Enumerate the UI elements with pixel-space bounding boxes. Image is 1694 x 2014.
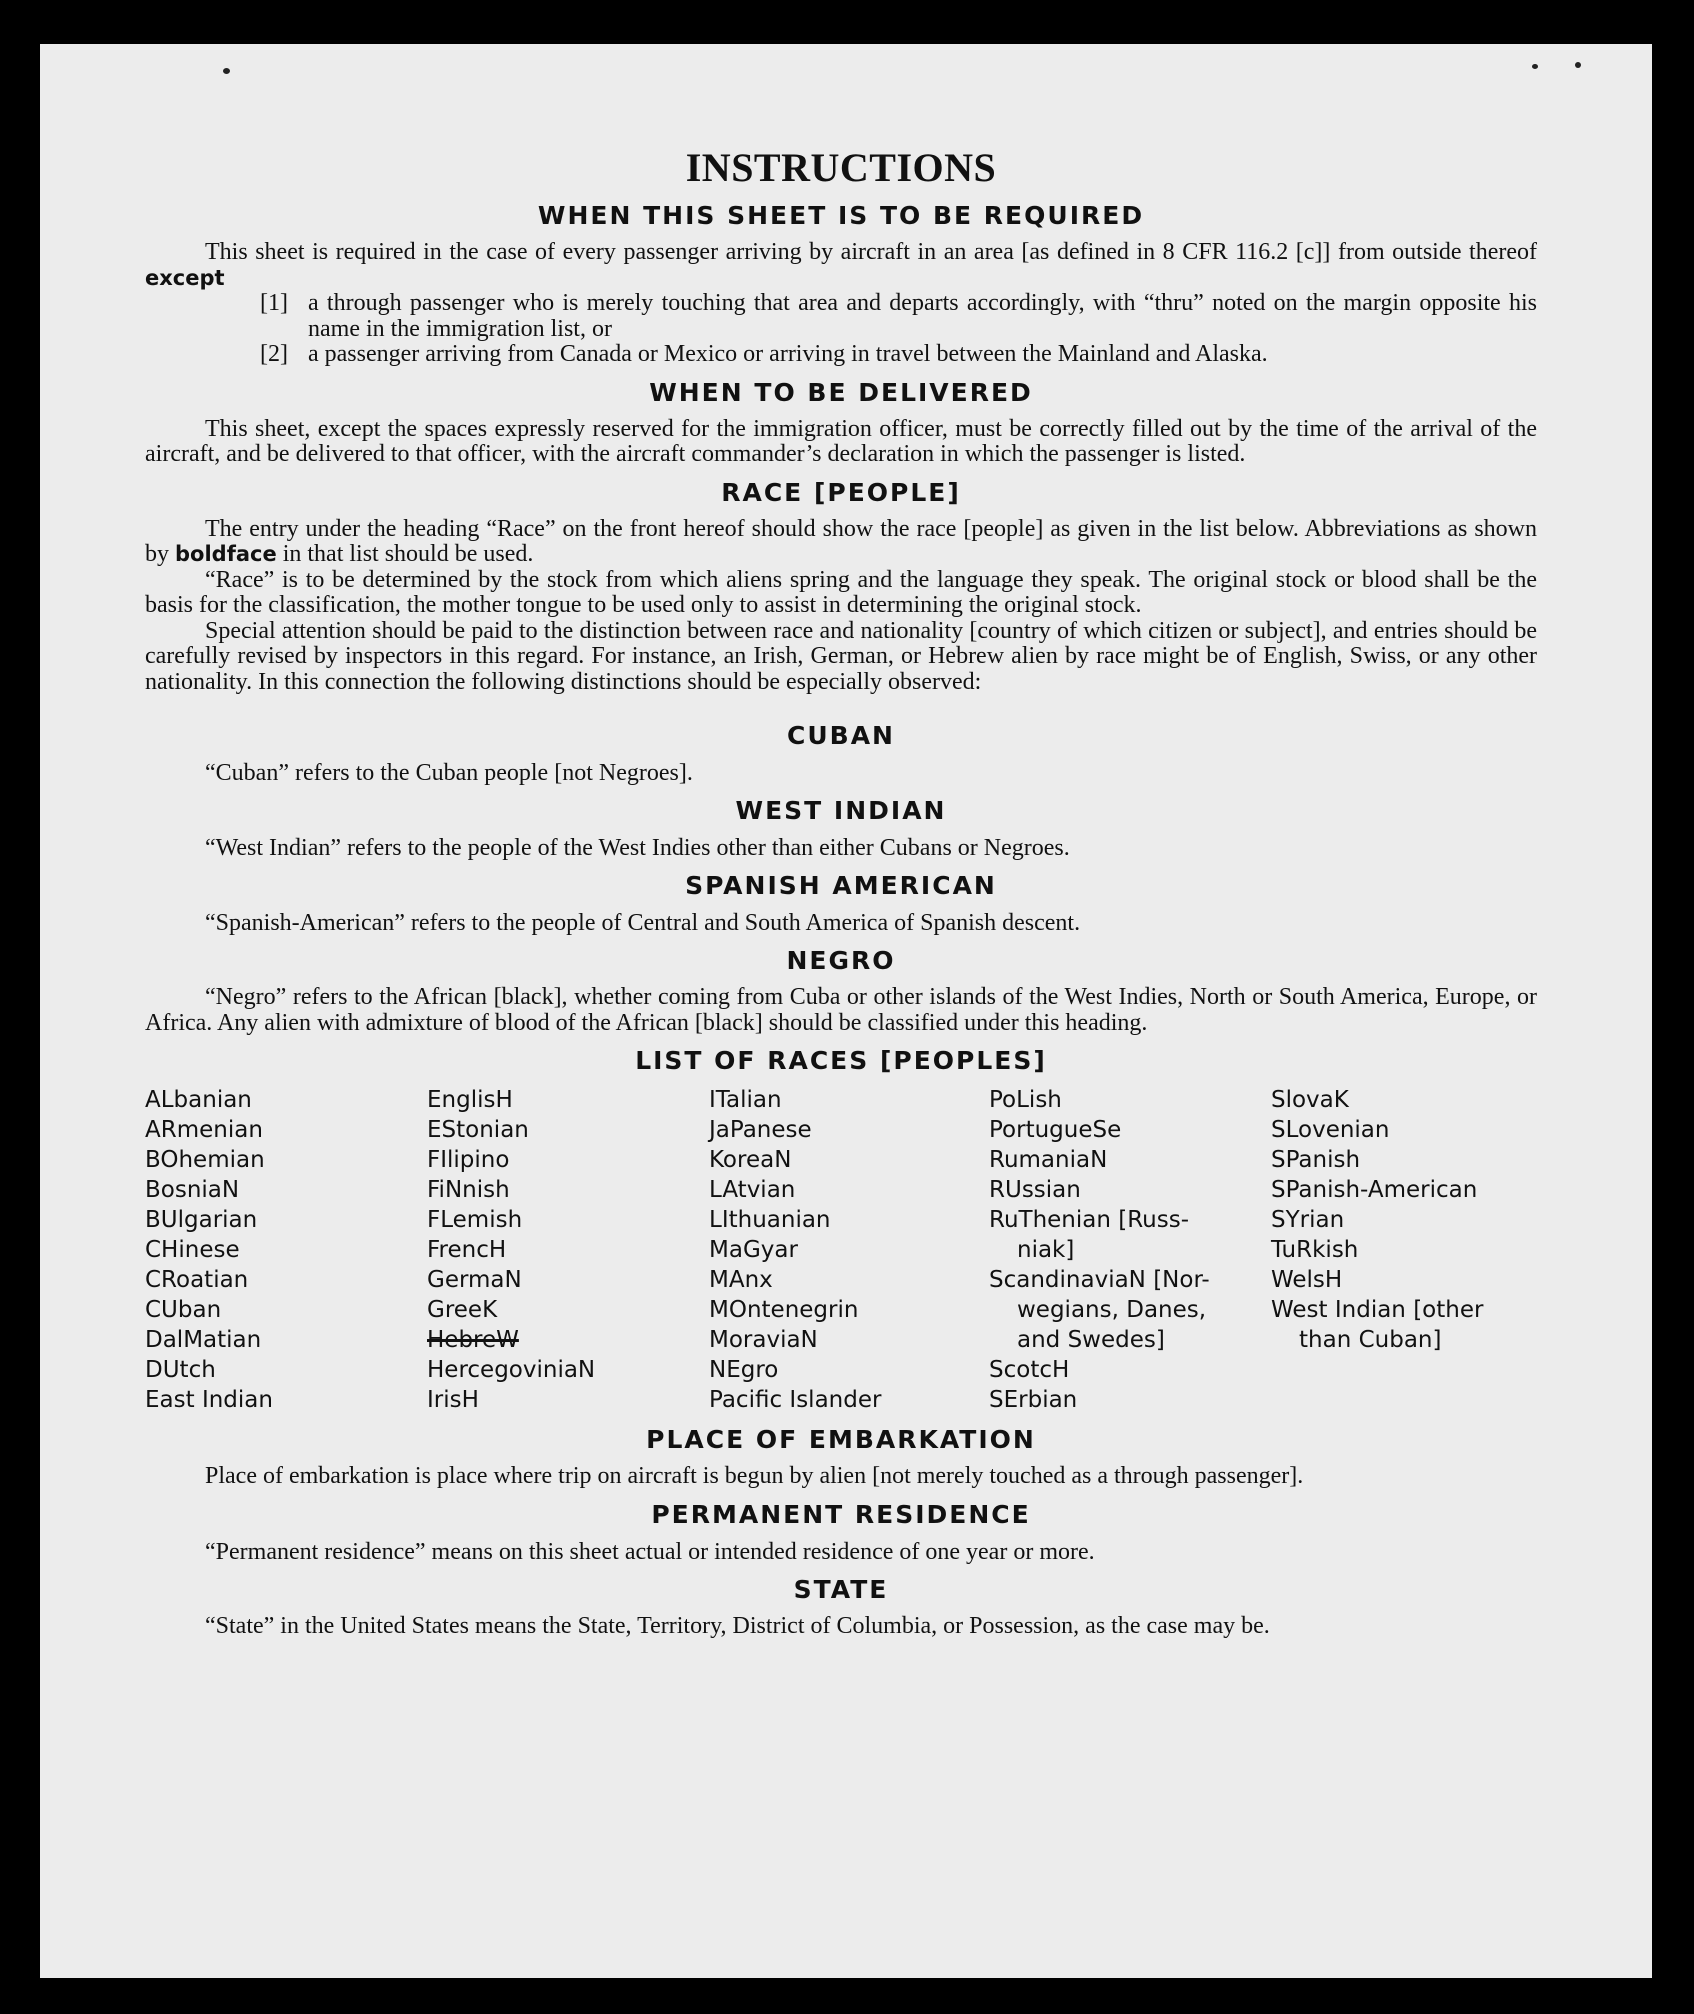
race-entry: MaGyar	[709, 1237, 798, 1263]
embarkation-text: Place of embarkation is place where trip on aircraft is begun by alien [not merely touched as a through passenger].	[205, 1463, 1304, 1489]
race-entry: GreeK	[427, 1297, 498, 1323]
race-entry-continued: than Cuban]	[1299, 1327, 1442, 1353]
race-entry: FIlipino	[427, 1147, 510, 1173]
race-column-5	[1271, 1085, 1551, 1415]
heading-list-of-races: LIST OF RACES [PEOPLES]	[635, 1046, 1047, 1075]
race-entry: FiNnish	[427, 1177, 510, 1203]
spanish-american-text: “Spanish-American” refers to the people of Central and South America of Spanish descent.	[205, 910, 1081, 936]
delivered-text: This sheet, except the spaces expressly reserved for the immigration officer, must be correctly filled out by the time of the arrival of the aircraft, and be delivered to that officer, with the aircraft commander’s declaration in which the passenger is listed.	[145, 415, 1537, 467]
race-entry: East Indian	[145, 1387, 273, 1413]
race-entry-continued: niak]	[1017, 1237, 1075, 1263]
race-entry-continued: wegians, Danes,	[1017, 1297, 1207, 1323]
race-entry: HercegoviniaN	[427, 1357, 596, 1383]
race-entry: SPanish	[1271, 1147, 1361, 1173]
race-entry: PortugueSe	[989, 1117, 1122, 1143]
race-entry: EStonian	[427, 1117, 529, 1143]
race-paragraph-1: The entry under the heading “Race” on the front hereof should show the race [people] as given in the list below. Abbreviations as shown by boldface in that list should be used.	[145, 515, 1537, 567]
race-entry: SYrian	[1271, 1207, 1345, 1233]
race-entry: Pacific Islander	[709, 1387, 882, 1413]
race-entry: FLemish	[427, 1207, 523, 1233]
race-entry: BosniaN	[145, 1177, 240, 1203]
race-list	[145, 1085, 1537, 1415]
heading-state: STATE	[793, 1574, 889, 1604]
race-entry: DUtch	[145, 1357, 216, 1383]
race-paragraph-3: Special attention should be paid to the distinction between race and nationality [country of which citizen or subject], and entries should be carefully revised by inspectors in this regard. For instance, an Irish, German, or Hebrew alien by race might be of English, Swiss, or any other nationality. In this connection the following distinctions should be especially observed:	[145, 617, 1537, 695]
race-entry: ScotcH	[989, 1357, 1070, 1383]
race-entry: SErbian	[989, 1387, 1078, 1413]
race-entry: ScandinaviaN [Nor-	[989, 1267, 1210, 1293]
race-entry: WelsH	[1271, 1267, 1343, 1293]
race-column-4	[989, 1085, 1271, 1415]
race-entry: MOntenegrin	[709, 1297, 859, 1323]
race-column-3	[709, 1085, 989, 1415]
race-entry: MoraviaN	[709, 1327, 818, 1353]
race-entry: RumaniaN	[989, 1147, 1108, 1173]
heading-delivered: WHEN TO BE DELIVERED	[649, 377, 1033, 407]
race-entry: ITalian	[709, 1087, 782, 1113]
heading-required: WHEN THIS SHEET IS TO BE REQUIRED	[537, 201, 1145, 230]
item-number: [2]	[260, 341, 288, 367]
negro-text: “Negro” refers to the African [black], whether coming from Cuba or other islands of the West Indies, North or South America, Europe, or Africa. Any alien with admixture of blood of the African [black] should be classified under this heading.	[145, 984, 1537, 1036]
race-entry: LAtvian	[709, 1177, 796, 1203]
race-entry: RUssian	[989, 1177, 1081, 1203]
heading-spanish-american: SPANISH AMERICAN	[685, 871, 997, 900]
required-intro: This sheet is required in the case of every passenger arriving by aircraft in an area [as defined in 8 CFR 116.2 [c]] from outside thereof except	[145, 239, 1537, 290]
race-entry: ARmenian	[145, 1117, 263, 1143]
race-entry: CHinese	[145, 1237, 240, 1263]
item-text: a through passenger who is merely touching that area and departs accordingly, with “thru” noted on the margin opposite his name in the immigration list, or	[308, 290, 1537, 342]
heading-race: RACE [PEOPLE]	[721, 477, 961, 507]
race-column-2	[427, 1085, 709, 1415]
heading-cuban: CUBAN	[787, 721, 895, 750]
race-entry: TuRkish	[1271, 1237, 1359, 1263]
heading-west-indian: WEST INDIAN	[735, 796, 947, 825]
race-entry: LIthuanian	[709, 1207, 831, 1233]
race-entry: FrencH	[427, 1237, 507, 1263]
race-entry: CRoatian	[145, 1267, 249, 1293]
race-entry: BOhemian	[145, 1147, 265, 1173]
cuban-text: “Cuban” refers to the Cuban people [not Negroes].	[205, 760, 693, 786]
race-paragraph-2: “Race” is to be determined by the stock from which aliens spring and the language they speak. The original stock or blood shall be the basis for the classification, the mother tongue to be used only to assist in determining the original stock.	[145, 566, 1537, 618]
race-entry: MAnx	[709, 1267, 773, 1293]
race-entry: GermaN	[427, 1267, 522, 1293]
list-item	[260, 291, 1537, 342]
race-entry: RuThenian [Russ-	[989, 1207, 1190, 1233]
race-entry: SLovenian	[1271, 1117, 1390, 1143]
heading-negro: NEGRO	[786, 946, 896, 975]
race-entry: NEgro	[709, 1357, 779, 1383]
item-number: [1]	[260, 290, 288, 316]
race-entry: SlovaK	[1271, 1087, 1349, 1113]
race-entry: EnglisH	[427, 1087, 513, 1113]
race-entry: JaPanese	[709, 1117, 812, 1143]
residence-text: “Permanent residence” means on this sheet actual or intended residence of one year or more.	[205, 1538, 1095, 1565]
race-entry: DalMatian	[145, 1327, 262, 1353]
page-title: INSTRUCTIONS	[685, 145, 997, 190]
race-entry-struck: HebreW	[427, 1327, 519, 1353]
item-text: a passenger arriving from Canada or Mexico or arriving in travel between the Mainland and Alaska.	[308, 341, 1268, 367]
state-text: “State” in the United States means the State, Territory, District of Columbia, or Possession, as the case may be.	[205, 1612, 1270, 1639]
race-column-1	[145, 1085, 427, 1415]
race-entry: PoLish	[989, 1087, 1062, 1113]
race-entry: ALbanian	[145, 1087, 252, 1113]
west-indian-text: “West Indian” refers to the people of the West Indies other than either Cubans or Negroes.	[205, 835, 1070, 861]
race-entry-continued: and Swedes]	[1017, 1327, 1165, 1353]
instruction-sheet	[40, 44, 1652, 1978]
list-item	[260, 342, 1537, 368]
race-entry: West Indian [other	[1271, 1297, 1484, 1323]
race-entry: KoreaN	[709, 1147, 792, 1173]
heading-embarkation: PLACE OF EMBARKATION	[646, 1425, 1036, 1454]
race-entry: CUban	[145, 1297, 222, 1323]
race-entry: SPanish-American	[1271, 1177, 1478, 1203]
race-entry: IrisH	[427, 1387, 479, 1413]
heading-residence: PERMANENT RESIDENCE	[651, 1499, 1031, 1529]
race-entry: BUlgarian	[145, 1207, 258, 1233]
